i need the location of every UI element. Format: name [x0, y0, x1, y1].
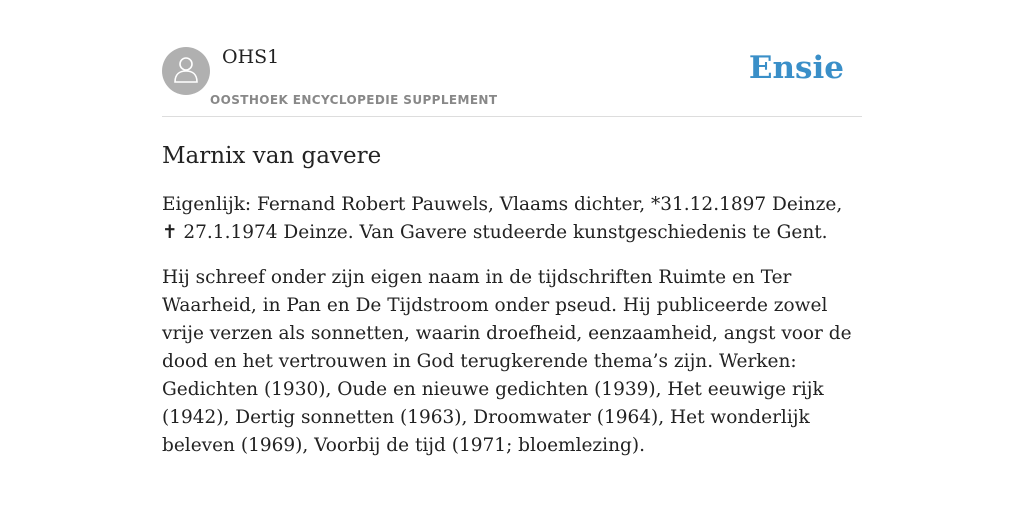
author-name[interactable]: OHS1 [222, 46, 280, 68]
ensie-logo[interactable]: Ensie [748, 50, 844, 86]
user-icon [173, 55, 199, 87]
author-avatar[interactable] [162, 47, 210, 95]
article-header [162, 0, 862, 117]
article-paragraph: Eigenlijk: Fernand Robert Pauwels, Vlaams dichter, *31.12.1897 Deinze, ✝ 27.1.1974 Deinze. Van Gavere studeerde kunstgeschiedenis te Gent. [162, 194, 843, 243]
article-card [162, 0, 862, 460]
article-paragraph: Hij schreef onder zijn eigen naam in de tijdschriften Ruimte en Ter Waarheid, in Pan en De Tijdstroom onder pseud. Hij publiceerde zowel vrije verzen als sonnetten, waarin droefheid, eenzaamheid, angst voor de dood en het vertrouwen in God terugkerende thema’s zijn. Werken: Gedichten (1930), Oude en nieuwe gedichten (1939), Het eeuwige rijk (1942), Dertig sonnetten (1963), Droomwater (1964), Het wonderlijk beleven (1969), Voorbij de tijd (1971; bloemlezing). [162, 267, 852, 456]
source-subtitle[interactable]: OOSTHOEK ENCYCLOPEDIE SUPPLEMENT [210, 93, 498, 107]
article-title: Marnix van gavere [162, 143, 382, 169]
